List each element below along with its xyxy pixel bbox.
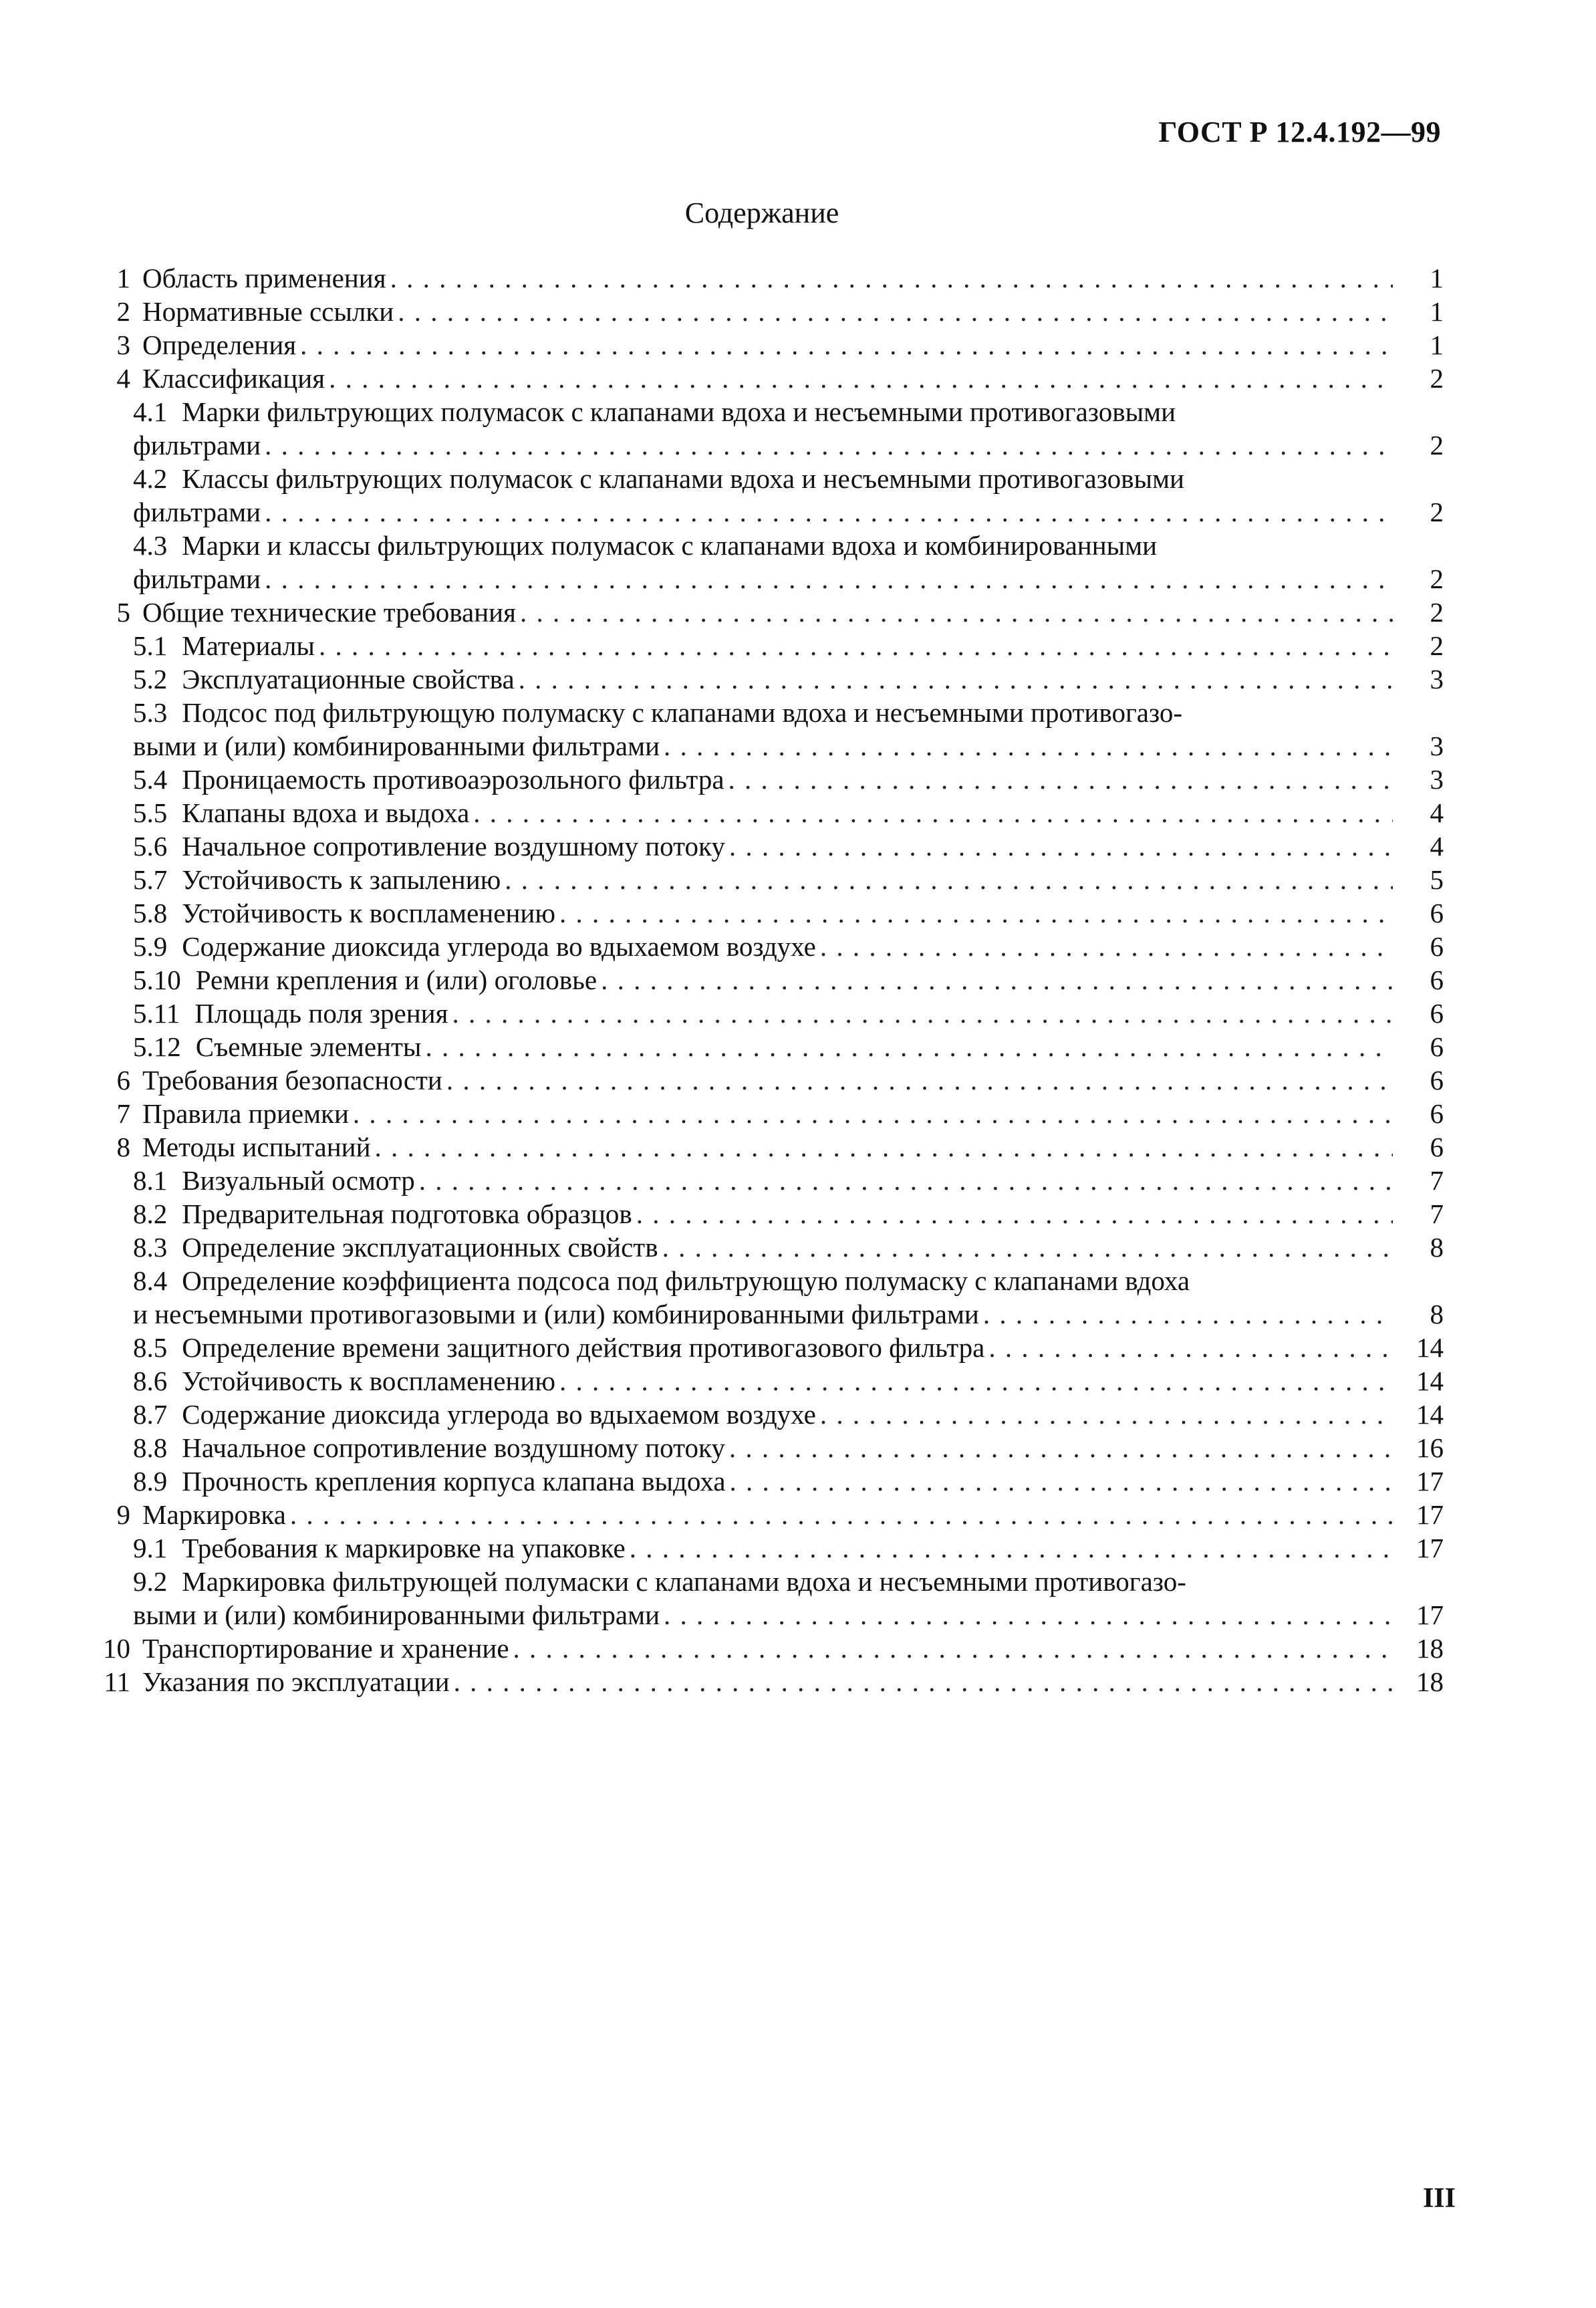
toc-entry: [67, 1665, 1444, 1698]
toc-entry-text: Определение времени защитного действия противогазового фильтра: [182, 1332, 985, 1363]
toc-entry-number: 8.6: [133, 1366, 168, 1396]
toc-entry-page: 14: [1416, 1366, 1444, 1396]
toc-entry-number: 8.8: [133, 1432, 168, 1463]
toc-entry-page: 8: [1430, 1299, 1444, 1329]
toc-entry: [67, 1331, 1444, 1364]
toc-entry: [67, 261, 1444, 295]
toc-entry-text: Область применения: [142, 263, 386, 293]
toc-title: Содержание: [684, 197, 839, 229]
toc-entry-number: 5.11: [133, 998, 180, 1029]
toc-entry-text: Устойчивость к запылению: [182, 864, 501, 895]
toc-entry-text: Правила приемки: [142, 1098, 349, 1129]
toc-entry-page: 6: [1430, 1065, 1444, 1096]
toc-entry-page: 3: [1430, 664, 1444, 694]
toc-entry-page: 6: [1430, 1098, 1444, 1129]
toc-entry: [67, 1632, 1444, 1665]
toc-entry-page: 2: [1430, 597, 1444, 628]
dot-leader: [664, 1598, 1393, 1632]
toc-entry: [67, 863, 1444, 896]
dot-leader: [728, 763, 1393, 796]
dot-leader: [319, 629, 1393, 662]
page-number: III: [1422, 2183, 1456, 2214]
toc-entry-page: 2: [1430, 363, 1444, 394]
toc-entry: [67, 1164, 1444, 1197]
toc-entry-page: 2: [1430, 563, 1444, 594]
toc-entry-page: 14: [1416, 1332, 1444, 1363]
toc-entry: [67, 629, 1444, 662]
toc-entry-number: 5.3: [133, 697, 168, 728]
toc-entry-number: 5.7: [133, 864, 168, 895]
dot-leader: [664, 729, 1393, 763]
dot-leader: [505, 863, 1393, 896]
toc-entry-number: 5.8: [133, 898, 168, 928]
toc-entry-text: выми и (или) комбинированными фильтрами: [133, 1599, 660, 1630]
toc-entry-text: Проницаемость противоаэрозольного фильтра: [182, 764, 724, 795]
toc-entry: [67, 1130, 1444, 1164]
toc-entry: [67, 1565, 1444, 1632]
toc-entry-page: 17: [1416, 1466, 1444, 1497]
toc-entry-text: Ремни крепления и (или) оголовье: [195, 965, 597, 995]
toc-entry-page: 1: [1430, 263, 1444, 293]
toc-entry-number: 5.4: [133, 764, 168, 795]
toc-entry: [67, 529, 1444, 596]
toc-entry: [67, 1364, 1444, 1398]
toc-entry-text: фильтрами: [133, 563, 261, 594]
toc-entry: [67, 829, 1444, 863]
toc-entry-page: 18: [1416, 1666, 1444, 1697]
toc-entry-number: 8.9: [133, 1466, 168, 1497]
toc-entry-number: 3: [116, 330, 130, 360]
toc-entry-number: 9.2: [133, 1566, 168, 1597]
dot-leader: [513, 1632, 1393, 1665]
toc-entry-first-line: [67, 529, 1444, 562]
toc-entry: [67, 1030, 1444, 1063]
toc-entry-page: 14: [1416, 1399, 1444, 1430]
dot-leader: [988, 1331, 1393, 1364]
dot-leader: [290, 1498, 1393, 1531]
toc-entry-number: 9.1: [133, 1533, 168, 1563]
dot-leader: [601, 963, 1393, 997]
toc-entry-number: 5.9: [133, 931, 168, 962]
toc-entry-number: 8.5: [133, 1332, 168, 1363]
toc-entry: [67, 362, 1444, 395]
toc-entry-text: Начальное сопротивление воздушному потоку: [182, 1432, 725, 1463]
toc-entry-number: 4.1: [133, 396, 168, 427]
dot-leader: [519, 662, 1393, 696]
toc-entry-text: Содержание диоксида углерода во вдыхаемом воздухе: [182, 1399, 816, 1430]
dot-leader: [300, 328, 1393, 362]
toc-entry-first-line: [67, 696, 1444, 729]
toc-entry-text: Общие технические требования: [142, 597, 516, 628]
toc-entry-page: 6: [1430, 1132, 1444, 1162]
toc-entry-text: Площадь поля зрения: [194, 998, 448, 1029]
toc-entry-number: 4.3: [133, 530, 168, 561]
dot-leader: [353, 1097, 1393, 1130]
dot-leader: [820, 930, 1393, 963]
toc-entry: [67, 896, 1444, 930]
dot-leader: [398, 295, 1393, 328]
dot-leader: [730, 1464, 1393, 1498]
toc-entry: [67, 328, 1444, 362]
toc-entry-text: фильтрами: [133, 430, 261, 461]
dot-leader: [473, 796, 1393, 829]
toc-entry-number: 8.7: [133, 1399, 168, 1430]
toc-entry-text: фильтрами: [133, 497, 261, 527]
toc-entry-text-line1: Марки фильтрующих полумасок с клапанами вдоха и несъемными противогазовыми: [182, 396, 1176, 427]
toc-entry-text: Материалы: [182, 630, 315, 661]
toc-entry: [67, 1097, 1444, 1130]
toc-entry-first-line: [67, 462, 1444, 495]
toc-entry-number: 8.3: [133, 1232, 168, 1263]
toc-entry-text: Устойчивость к воспламенению: [182, 898, 555, 928]
toc-entry-page: 17: [1416, 1599, 1444, 1630]
dot-leader: [390, 261, 1393, 295]
toc-entry: [67, 1464, 1444, 1498]
toc-entry-text: Съемные элементы: [195, 1031, 422, 1062]
toc-entry-page: 6: [1430, 998, 1444, 1029]
toc-entry-number: 5.12: [133, 1031, 181, 1062]
toc-entry-number: 8: [116, 1132, 130, 1162]
toc-entry: [67, 1531, 1444, 1565]
toc-entry: [67, 596, 1444, 629]
dot-leader: [983, 1297, 1393, 1331]
dot-leader: [729, 829, 1393, 863]
toc-entry-text: Указания по эксплуатации: [142, 1666, 450, 1697]
toc-entry-text: Требования безопасности: [142, 1065, 442, 1096]
dot-leader: [630, 1531, 1393, 1565]
toc-entry-page: 6: [1430, 1031, 1444, 1062]
toc-entry-page: 7: [1430, 1198, 1444, 1229]
toc-entry: [67, 1498, 1444, 1531]
toc-entry-text: Предварительная подготовка образцов: [182, 1198, 632, 1229]
toc-entry-page: 2: [1430, 430, 1444, 461]
toc-entry-text: Определение эксплуатационных свойств: [182, 1232, 658, 1263]
toc-entry: [67, 696, 1444, 763]
toc-entry: [67, 662, 1444, 696]
dot-leader: [329, 362, 1393, 395]
toc-entry-number: 6: [116, 1065, 130, 1096]
dot-leader: [265, 428, 1393, 462]
toc-entry: [67, 1398, 1444, 1431]
toc-entry-text-line1: Определение коэффициента подсоса под фильтрующую полумаску с клапанами вдоха: [182, 1265, 1190, 1296]
toc-entry-page: 6: [1430, 931, 1444, 962]
toc-entry-number: 8.2: [133, 1198, 168, 1229]
dot-leader: [662, 1231, 1393, 1264]
toc-entry-number: 5.10: [133, 965, 181, 995]
toc-entry-number: 2: [116, 296, 130, 327]
toc-entry: [67, 997, 1444, 1030]
dot-leader: [446, 1063, 1393, 1097]
toc-entry: [67, 1264, 1444, 1331]
dot-leader: [265, 562, 1393, 596]
toc-entry: [67, 963, 1444, 997]
toc-entry: [67, 763, 1444, 796]
toc-entry-text-line1: Классы фильтрующих полумасок с клапанами вдоха и несъемными противогазовыми: [182, 463, 1184, 494]
dot-leader: [520, 596, 1393, 629]
dot-leader: [265, 495, 1393, 529]
toc-entry-page: 1: [1430, 330, 1444, 360]
dot-leader: [452, 997, 1393, 1030]
toc-entry-page: 6: [1430, 965, 1444, 995]
dot-leader: [559, 1364, 1393, 1398]
toc-entry-number: 5.5: [133, 797, 168, 828]
dot-leader: [454, 1665, 1393, 1698]
dot-leader: [375, 1130, 1393, 1164]
toc-entry-first-line: [67, 1264, 1444, 1297]
toc-entry-number: 5.2: [133, 664, 168, 694]
toc-entry-page: 2: [1430, 630, 1444, 661]
toc-entry-first-line: [67, 395, 1444, 428]
toc-entry-text: Содержание диоксида углерода во вдыхаемом воздухе: [182, 931, 816, 962]
toc-entry: [67, 462, 1444, 529]
toc-entry-page: 3: [1430, 731, 1444, 761]
toc-entry-text: Нормативные ссылки: [142, 296, 394, 327]
dot-leader: [425, 1030, 1393, 1063]
toc-entry-number: 5.6: [133, 831, 168, 862]
toc-entry-page: 2: [1430, 497, 1444, 527]
toc-entry-text-line1: Маркировка фильтрующей полумаски с клапанами вдоха и несъемными противогазо-: [182, 1566, 1186, 1597]
toc-entry-page: 17: [1416, 1533, 1444, 1563]
dot-leader: [729, 1431, 1393, 1464]
toc-entry-page: 6: [1430, 898, 1444, 928]
toc-entry-text-line1: Подсос под фильтрующую полумаску с клапанами вдоха и несъемными противогазо-: [182, 697, 1183, 728]
toc-entry-text: Визуальный осмотр: [182, 1165, 415, 1196]
toc-entry-text: Определения: [142, 330, 297, 360]
toc-entry-text: Требования к маркировке на упаковке: [182, 1533, 626, 1563]
toc-entry-number: 5.1: [133, 630, 168, 661]
toc-entry-page: 18: [1416, 1633, 1444, 1664]
toc-entry-number: 4.2: [133, 463, 168, 494]
table-of-contents: [67, 261, 1444, 1698]
toc-entry: [67, 1063, 1444, 1097]
toc-entry: [67, 295, 1444, 328]
dot-leader: [820, 1398, 1393, 1431]
document-code: ГОСТ Р 12.4.192—99: [1158, 116, 1441, 148]
dot-leader: [636, 1197, 1393, 1231]
toc-entry-text: Методы испытаний: [142, 1132, 371, 1162]
toc-entry-text: Эксплуатационные свойства: [182, 664, 515, 694]
toc-entry-text-line1: Марки и классы фильтрующих полумасок с клапанами вдоха и комбинированными: [182, 530, 1158, 561]
toc-entry-number: 8.4: [133, 1265, 168, 1296]
toc-entry-page: 3: [1430, 764, 1444, 795]
toc-entry-number: 4: [116, 363, 130, 394]
toc-entry: [67, 796, 1444, 829]
toc-entry-text: Транспортирование и хранение: [142, 1633, 509, 1664]
toc-entry: [67, 1231, 1444, 1264]
toc-entry-page: 4: [1430, 797, 1444, 828]
toc-entry-text: Устойчивость к воспламенению: [182, 1366, 555, 1396]
toc-entry-text: Прочность крепления корпуса клапана выдоха: [182, 1466, 726, 1497]
toc-entry: [67, 395, 1444, 462]
toc-entry-page: 8: [1430, 1232, 1444, 1263]
toc-entry-page: 16: [1416, 1432, 1444, 1463]
toc-entry-text: Классификация: [142, 363, 325, 394]
toc-entry: [67, 1431, 1444, 1464]
toc-entry-text: выми и (или) комбинированными фильтрами: [133, 731, 660, 761]
toc-entry-number: 10: [103, 1633, 130, 1664]
toc-entry-number: 1: [116, 263, 130, 293]
toc-entry-page: 5: [1430, 864, 1444, 895]
toc-entry-number: 5: [116, 597, 130, 628]
toc-entry-number: 7: [116, 1098, 130, 1129]
toc-entry-first-line: [67, 1565, 1444, 1598]
toc-entry: [67, 1197, 1444, 1231]
toc-entry-number: 9: [116, 1499, 130, 1530]
toc-entry: [67, 930, 1444, 963]
toc-entry-number: 11: [104, 1666, 130, 1697]
toc-entry-number: 8.1: [133, 1165, 168, 1196]
toc-entry-text: Клапаны вдоха и выдоха: [182, 797, 470, 828]
toc-entry-text: Начальное сопротивление воздушному потоку: [182, 831, 725, 862]
toc-entry-page: 7: [1430, 1165, 1444, 1196]
dot-leader: [419, 1164, 1393, 1197]
toc-entry-page: 17: [1416, 1499, 1444, 1530]
toc-entry-text: и несъемными противогазовыми и (или) комбинированными фильтрами: [133, 1299, 979, 1329]
toc-entry-text: Маркировка: [142, 1499, 286, 1530]
toc-entry-page: 1: [1430, 296, 1444, 327]
toc-entry-page: 4: [1430, 831, 1444, 862]
dot-leader: [559, 896, 1393, 930]
